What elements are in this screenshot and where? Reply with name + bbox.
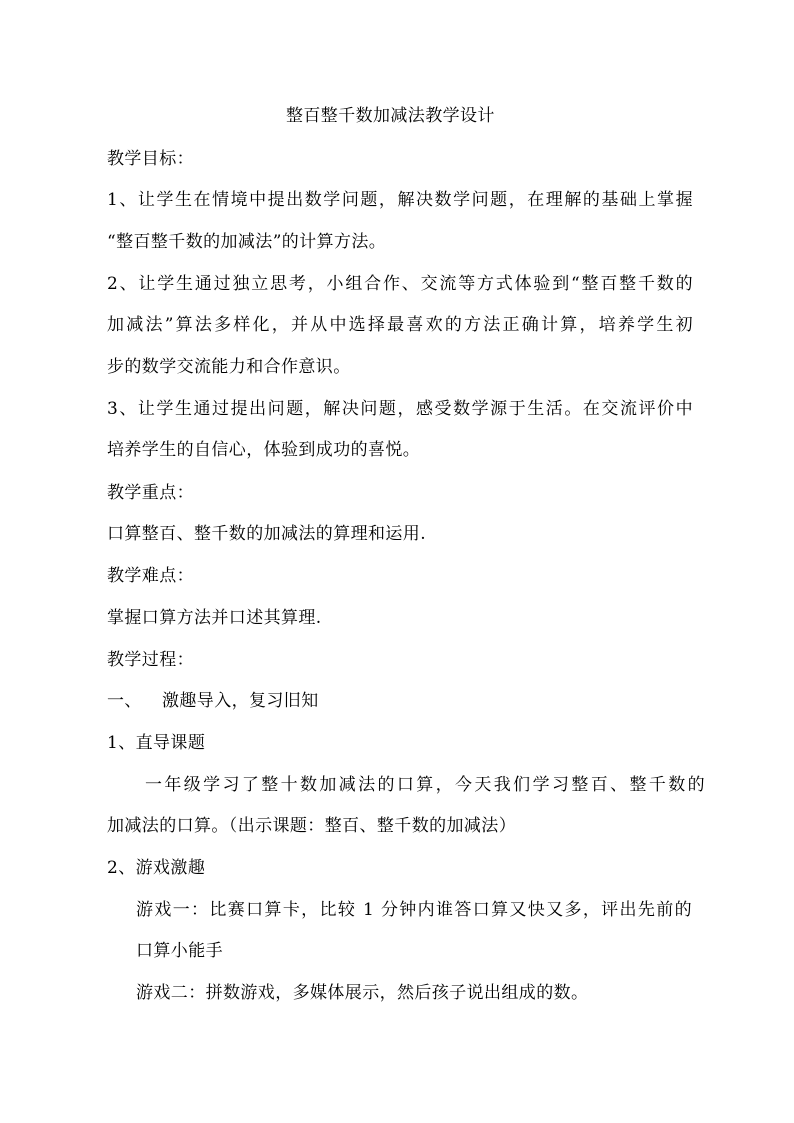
game-1-line-2: 口算小能手 [136,941,223,961]
objective-1-line-2: “整百整千数的加减法”的计算方法。 [107,232,387,252]
objective-3-line-1: 3、让学生通过提出问题，解决问题，感受数学源于生活。在交流评价中 [107,399,693,419]
objective-2-line-1: 2、让学生通过独立思考，小组合作、交流等方式体验到“整百整千数的 [107,274,693,294]
key-points-heading: 教学重点： [107,483,194,503]
document-title: 整百整千数加减法教学设计 [286,106,495,126]
process-heading: 教学过程： [107,650,194,670]
item-1-paragraph-line-1: 一年级学习了整十数加减法的口算，今天我们学习整百、整千数的 [145,775,705,795]
item-1-heading: 1、直导课题 [107,733,206,753]
item-2-heading: 2、游戏激趣 [107,858,206,878]
objective-2-line-3: 步的数学交流能力和合作意识。 [107,357,351,377]
key-points-text: 口算整百、整千数的加减法的算理和运用. [107,524,427,544]
difficulty-text: 掌握口算方法并口述其算理. [107,608,322,628]
section-1-text: 激趣导入，复习旧知 [162,691,319,711]
game-1-line-1: 游戏一：比赛口算卡，比较 1 分钟内谁答口算又快又多，评出先前的 [136,900,692,920]
objective-1-line-1: 1、让学生在情境中提出数学问题，解决数学问题，在理解的基础上掌握 [107,190,693,210]
objective-3-line-2: 培养学生的自信心，体验到成功的喜悦。 [107,440,421,460]
objectives-heading: 教学目标： [107,149,194,169]
item-1-paragraph-line-2: 加减法的口算。（出示课题：整百、整千数的加减法） [107,816,517,836]
difficulty-heading: 教学难点： [107,566,194,586]
game-2-line-1: 游戏二：拼数游戏，多媒体展示，然后孩子说出组成的数。 [136,983,589,1003]
section-1-number: 一、 [107,691,142,711]
objective-2-line-2: 加减法”算法多样化，并从中选择最喜欢的方法正确计算，培养学生初 [107,315,693,335]
